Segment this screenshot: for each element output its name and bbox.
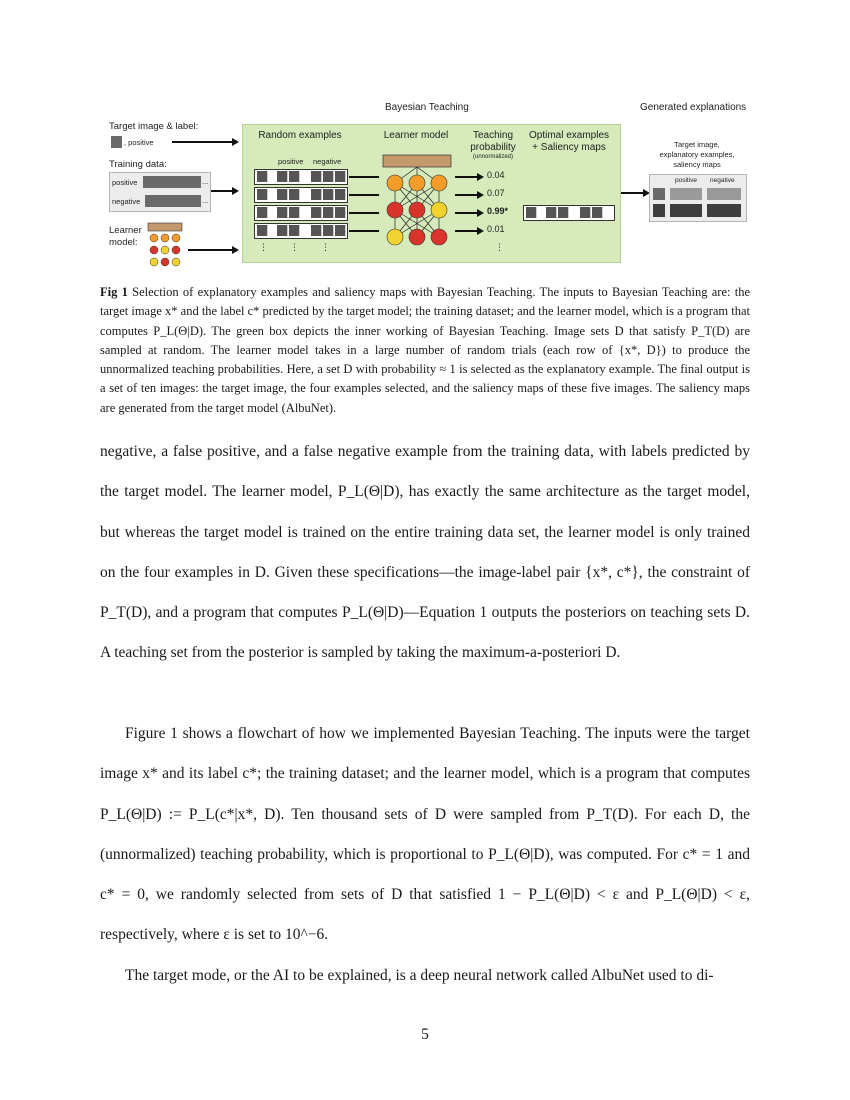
training-arrow [211, 190, 234, 192]
target-image-thumbnail [111, 136, 122, 148]
caption-text: Selection of explanatory examples and saliency maps with Bayesian Teaching. The inputs to Bayesian Teaching are: the target image x* and the label c* predicted by the target model; the training dataset; and the learner model, which is a program that computes P_L(Θ|D). The green box depicts the inner working of Bayesian Teaching. Image sets D that satisfy P_T(D) are sampled at random. The learner model takes in a large number of random trials (each row of {x*, D}) to produce the unnormalized teaching probabilities. Here, a set D with probability ≈ 1 is selected as the explanatory example. The final output is a set of ten images: the target image, the four examples selected, and the saliency maps of these five images. The saliency maps are generated from the target model (AlbuNet). [100, 285, 751, 415]
col-learner-model: Learner model [383, 130, 449, 141]
output-target-image [653, 188, 665, 200]
paragraph-2: Figure 1 shows a flowchart of how we implemented Bayesian Teaching. The inputs were the target image x* and its label c*; the training dataset; and the learner model, which is a program that computes P_L(Θ|D) := P_L(c*|x*, D). Ten thousand sets of D were sampled from P_T(D). For each D, the (unnormalized) teaching probability, which is proportional to P_L(Θ|D), was computed. For c* = 1 and c* = 0, we randomly selected from sets of D that satisfied 1 − P_L(Θ|D) < ε and P_L(Θ|D) < ε, respectively, where ε is set to 10^−6. [100, 725, 750, 944]
training-positive-ellipsis: ... [202, 177, 209, 186]
header-generated-explanations: Generated explanations [640, 102, 747, 113]
input-learner-network-icon [144, 222, 186, 274]
col-teaching-1: Teaching [472, 130, 514, 141]
figure-1 [100, 98, 760, 278]
output-positive-images [670, 188, 702, 200]
output-title-1: Target image, [674, 140, 720, 149]
output-title-2: explanatory examples, [659, 150, 735, 159]
prob-arrow-head-2 [477, 191, 484, 199]
output-negative-saliency [707, 204, 741, 217]
random-set-row-4 [254, 223, 348, 239]
training-data-label: Training data: [109, 159, 167, 170]
prob-arrow-1 [455, 176, 479, 178]
training-positive-strip [143, 176, 201, 188]
page-number: 5 [421, 1026, 429, 1043]
prob-arrow-head-4 [477, 227, 484, 235]
teaching-prob-3: 0.99* [487, 206, 509, 216]
output-negative-images [707, 188, 741, 200]
bayesian-teaching-box [242, 124, 621, 263]
teaching-prob-2: 0.07 [487, 188, 505, 198]
learner-arrow [188, 249, 234, 251]
random-vdots-1: ⋮ [259, 242, 268, 252]
learner-model-label-1: Learner [109, 225, 142, 236]
teaching-prob-1: 0.04 [487, 170, 505, 180]
training-negative-ellipsis: ... [202, 196, 209, 205]
output-positive-saliency [670, 204, 702, 217]
teaching-prob-4: 0.01 [487, 224, 505, 234]
paragraph-1: negative, a false positive, and a false negative example from the training data, with labels predicted by the target model. The learner model, P_L(Θ|D), has exactly the same architecture as the target model, but whereas the target model is trained on the entire training data set, the learner model is only trained on the four examples in D. Given these specifications—the image-label pair {x*, c*}, the constraint of P_T(D), and a program that computes P_L(Θ|D)—Equation 1 outputs the posteriors on teaching sets D. A teaching set from the posterior is sampled by taking the maximum-a-posteriori D. [100, 443, 750, 662]
optimal-examples-row [523, 205, 615, 221]
header-bayesian-teaching: Bayesian Teaching [385, 102, 469, 113]
caption-label: Fig 1 [100, 285, 128, 299]
learner-network-icon [375, 153, 459, 249]
target-positive-text: , positive [124, 138, 154, 147]
col-random-examples: Random examples [258, 130, 342, 141]
training-negative-strip [145, 195, 201, 207]
output-positive-tag: positive [675, 177, 698, 184]
prob-arrow-3 [455, 212, 479, 214]
paragraph-3: The target mode, or the AI to be explained, is a deep neural network called AlbuNet used to di- [125, 967, 714, 984]
learner-arrow-head [232, 246, 239, 254]
random-positive-tag: positive [278, 157, 304, 166]
col-optimal-2: + Saliency maps [532, 142, 606, 153]
output-arrow [621, 192, 645, 194]
training-positive-tag: positive [112, 178, 138, 187]
training-arrow-head [232, 187, 239, 195]
training-data-box [109, 172, 211, 212]
training-negative-tag: negative [112, 197, 141, 206]
output-title-3: saliency maps [673, 160, 721, 169]
col-optimal-1: Optimal examples [528, 130, 610, 141]
random-set-row-2 [254, 187, 348, 203]
random-negative-tag: negative [313, 157, 342, 166]
col-teaching-2: probability [470, 142, 516, 153]
col-teaching-sub: (unnormalized) [472, 154, 514, 160]
random-vdots-3: ⋮ [321, 242, 330, 252]
target-image-label: Target image & label: [109, 121, 199, 132]
prob-arrow-4 [455, 230, 479, 232]
output-negative-tag: negative [710, 177, 735, 184]
prob-arrow-head-1 [477, 173, 484, 181]
target-arrow-head [232, 138, 239, 146]
prob-arrow-2 [455, 194, 479, 196]
random-set-row-3 [254, 205, 348, 221]
output-target-saliency [653, 204, 665, 217]
prob-vdots: ⋮ [495, 242, 504, 252]
random-vdots-2: ⋮ [290, 242, 299, 252]
figure-caption [100, 283, 750, 418]
random-set-row-1 [254, 169, 348, 185]
target-arrow [172, 141, 234, 143]
learner-model-label-2: model: [109, 237, 138, 248]
output-box [649, 174, 747, 222]
prob-arrow-head-3 [477, 209, 484, 217]
